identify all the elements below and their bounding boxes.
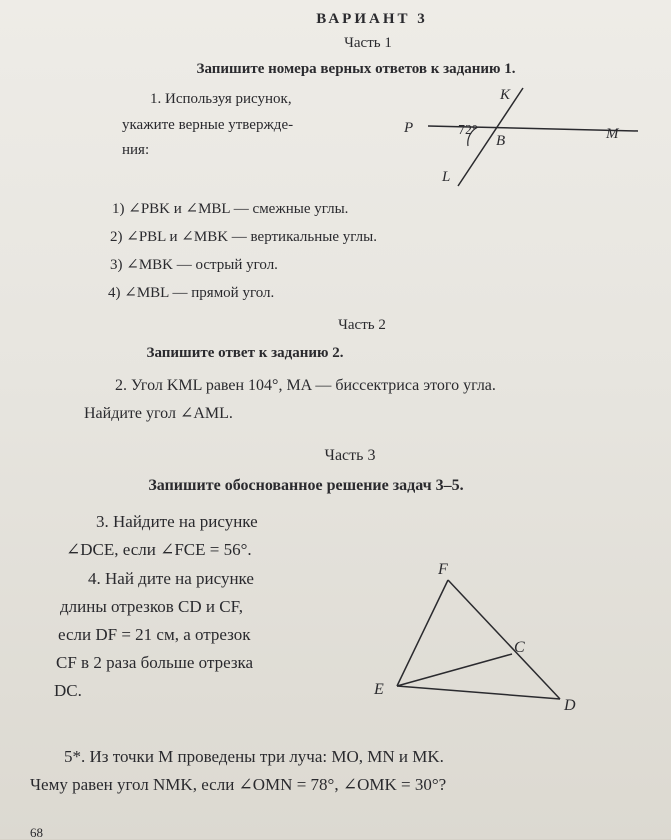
label-b: B — [496, 133, 506, 149]
label-c: C — [514, 639, 525, 656]
task4-line3: если DF = 21 см, а отрезок — [58, 625, 251, 644]
option-4: 4) ∠MBL — прямой угол. — [108, 285, 275, 301]
option-2: 2) ∠PBL и ∠MBK — вертикальные углы. — [110, 229, 377, 245]
task3-line1: 3. Найдите на рисунке — [96, 512, 258, 531]
part1-instruction: Запишите номера верных ответов к заданию 1. — [196, 61, 516, 77]
part2-title: Часть 2 — [338, 317, 386, 333]
task4-line5: DC. — [54, 681, 82, 700]
task2-line1: 2. Угол KML равен 104°, MA — биссектриса этого угла. — [115, 377, 496, 394]
part3-instruction: Запишите обоснованное решение задач 3–5. — [148, 477, 464, 494]
part3-title: Часть 3 — [324, 447, 376, 464]
label-p: P — [404, 120, 414, 136]
task1-line1: 1. Используя рисунок, — [150, 91, 292, 107]
label-l: L — [442, 169, 451, 185]
task3-line2: ∠DCE, если ∠FCE = 56°. — [66, 540, 252, 559]
task5-line2: Чему равен угол NMK, если ∠OMN = 78°, ∠OMK = 30°? — [30, 775, 447, 794]
segment-fd — [448, 580, 560, 699]
task4-line2: длины отрезков CD и CF, — [60, 597, 243, 616]
angle-label: 72° — [458, 123, 478, 138]
label-f: F — [438, 561, 448, 578]
task5-line1: 5*. Из точки M проведены три луча: MO, MN и MK. — [64, 747, 444, 766]
option-3: 3) ∠MBK — острый угол. — [110, 257, 278, 273]
label-e: E — [374, 681, 384, 698]
task1-line2: укажите верные утвержде- — [122, 117, 294, 133]
label-d: D — [564, 697, 576, 714]
part2-instruction: Запишите ответ к заданию 2. — [146, 345, 344, 361]
task4-line4: CF в 2 раза больше отрезка — [56, 653, 254, 672]
task4-line1: 4. Най дите на рисунке — [88, 569, 254, 588]
task1-line3: ния: — [122, 142, 150, 158]
variant-title: ВАРИАНТ 3 — [316, 11, 428, 27]
segment-ec — [397, 654, 512, 686]
segment-fe — [397, 580, 448, 686]
task2-line2: Найдите угол ∠AML. — [84, 405, 233, 422]
page-number: 68 — [30, 825, 43, 840]
label-m: M — [606, 126, 619, 142]
label-k: K — [500, 87, 511, 103]
option-1: 1) ∠PBK и ∠MBL — смежные углы. — [112, 201, 349, 217]
part1-title: Часть 1 — [344, 35, 392, 51]
segment-ed — [397, 686, 560, 699]
